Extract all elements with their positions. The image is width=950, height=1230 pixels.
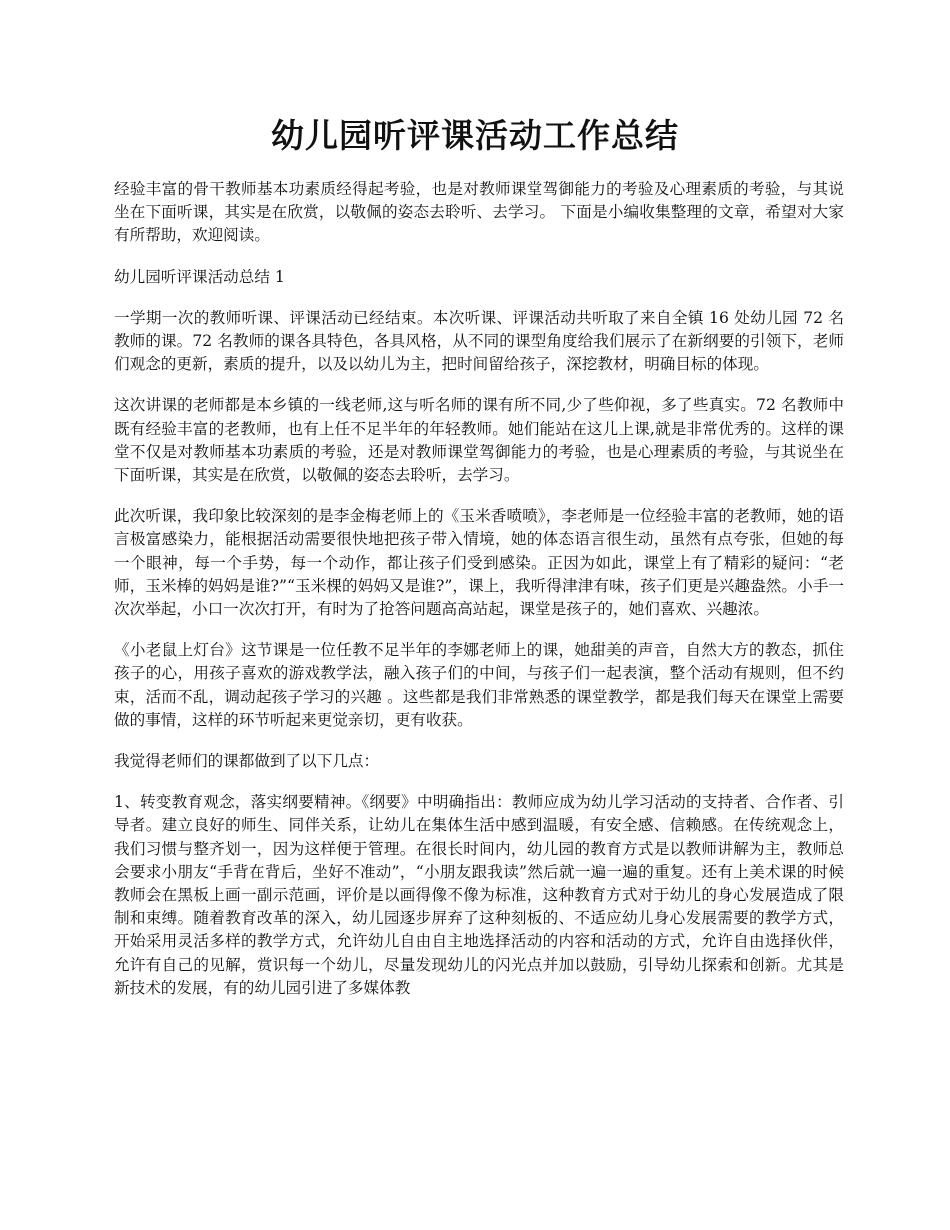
document-title: 幼儿园听评课活动工作总结 (271, 116, 679, 155)
body-paragraph: 1、转变教育观念，落实纲要精神。《纲要》中明确指出：教师应成为幼儿学习活动的支持者、合作者、引导者。建立良好的师生、同伴关系，让幼儿在集体生活中感到温暖，有安全感、信赖感。在传统观念上，我们习惯与整齐划一，因为这样便于管理。在很长时间内，幼儿园的教育方式是以教师讲解为主，教师总会要求小朋友“手背在背后，坐好不准动”，“小朋友跟我读”然后就一遍一遍的重复。还有上美术课的时候教师会在黑板上画一副示范画，评价是以画得像不像为标准，这种教育方式对于幼儿的身心发展造成了限制和束缚。随着教育改革的深入，幼儿园逐步屏弃了这种刻板的、不适应幼儿身心发展需要的教学方式，开始采用灵活多样的教学方式，允许幼儿自由自主地选择活动的内容和活动的方式，允许自由选择伙伴，允许有自己的见解，赏识每一个幼儿，尽量发现幼儿的闪光点并加以鼓励，引导幼儿探索和创新。尤其是新技术的发展，有的幼儿园引进了多媒体教 (114, 793, 844, 997)
document-body (114, 178, 844, 1018)
body-paragraph: 我觉得老师们的课都做到了以下几点： (114, 752, 380, 771)
body-paragraph: 此次听课，我印象比较深刻的是李金梅老师上的《玉米香喷喷》，李老师是一位经验丰富的老教师，她的语言极富感染力，能根据活动需要很快地把孩子带入情境，她的体态语言很生动，虽然有点夸张，但她的每一个眼神，每一个手势，每一个动作，都让孩子们受到感染。正因为如此，课堂上有了精彩的疑问：“老师，玉米棒的妈妈是谁?”“玉米棵的妈妈又是谁?”，课上，我听得津津有味，孩子们更是兴趣盎然。小手一次次举起，小口一次次打开，有时为了抢答问题高高站起，课堂是孩子的，她们喜欢、兴趣浓。 (114, 507, 844, 619)
intro-paragraph: 经验丰富的骨干教师基本功素质经得起考验，也是对教师课堂驾御能力的考验及心理素质的考验，与其说坐在下面听课，其实是在欣赏，以敬佩的姿态去聆听、去学习。 下面是小编收集整理的文章，希望对大家有所帮助，欢迎阅读。 (114, 180, 844, 245)
body-paragraph: 《小老鼠上灯台》这节课是一位任教不足半年的李娜老师上的课，她甜美的声音，自然大方的教态，抓住孩子的心，用孩子喜欢的游戏教学法，融入孩子们的中间，与孩子们一起表演，整个活动有规则，但不约束，活而不乱，调动起孩子学习的兴趣 。这些都是我们非常熟悉的课堂教学，都是我们每天在课堂上需要做的事情，这样的环节听起来更觉亲切，更有收获。 (114, 641, 844, 729)
section-heading: 幼儿园听评课活动总结 1 (114, 267, 285, 286)
body-paragraph: 一学期一次的教师听课、评课活动已经结束。本次听课、评课活动共听取了来自全镇 16 处幼儿园 72 名教师的课。72 名教师的课各具特色，各具风格，从不同的课型角度给我们展示了在新纲要的引领下，老师们观念的更新，素质的提升，以及以幼儿为主，把时间留给孩子，深挖教材，明确目标的体现。 (114, 308, 844, 374)
body-paragraph: 这次讲课的老师都是本乡镇的一线老师,这与听名师的课有所不同,少了些仰视，多了些真实。72 名教师中既有经验丰富的老教师，也有上任不足半年的年轻教师。她们能站在这儿上课,就是非常优秀的。这样的课堂不仅是对教师基本功素质的考验，还是对教师课堂驾御能力的考验，也是心理素质的考验，与其说坐在下面听课，其实是在欣赏，以敬佩的姿态去聆听，去学习。 (114, 396, 844, 485)
